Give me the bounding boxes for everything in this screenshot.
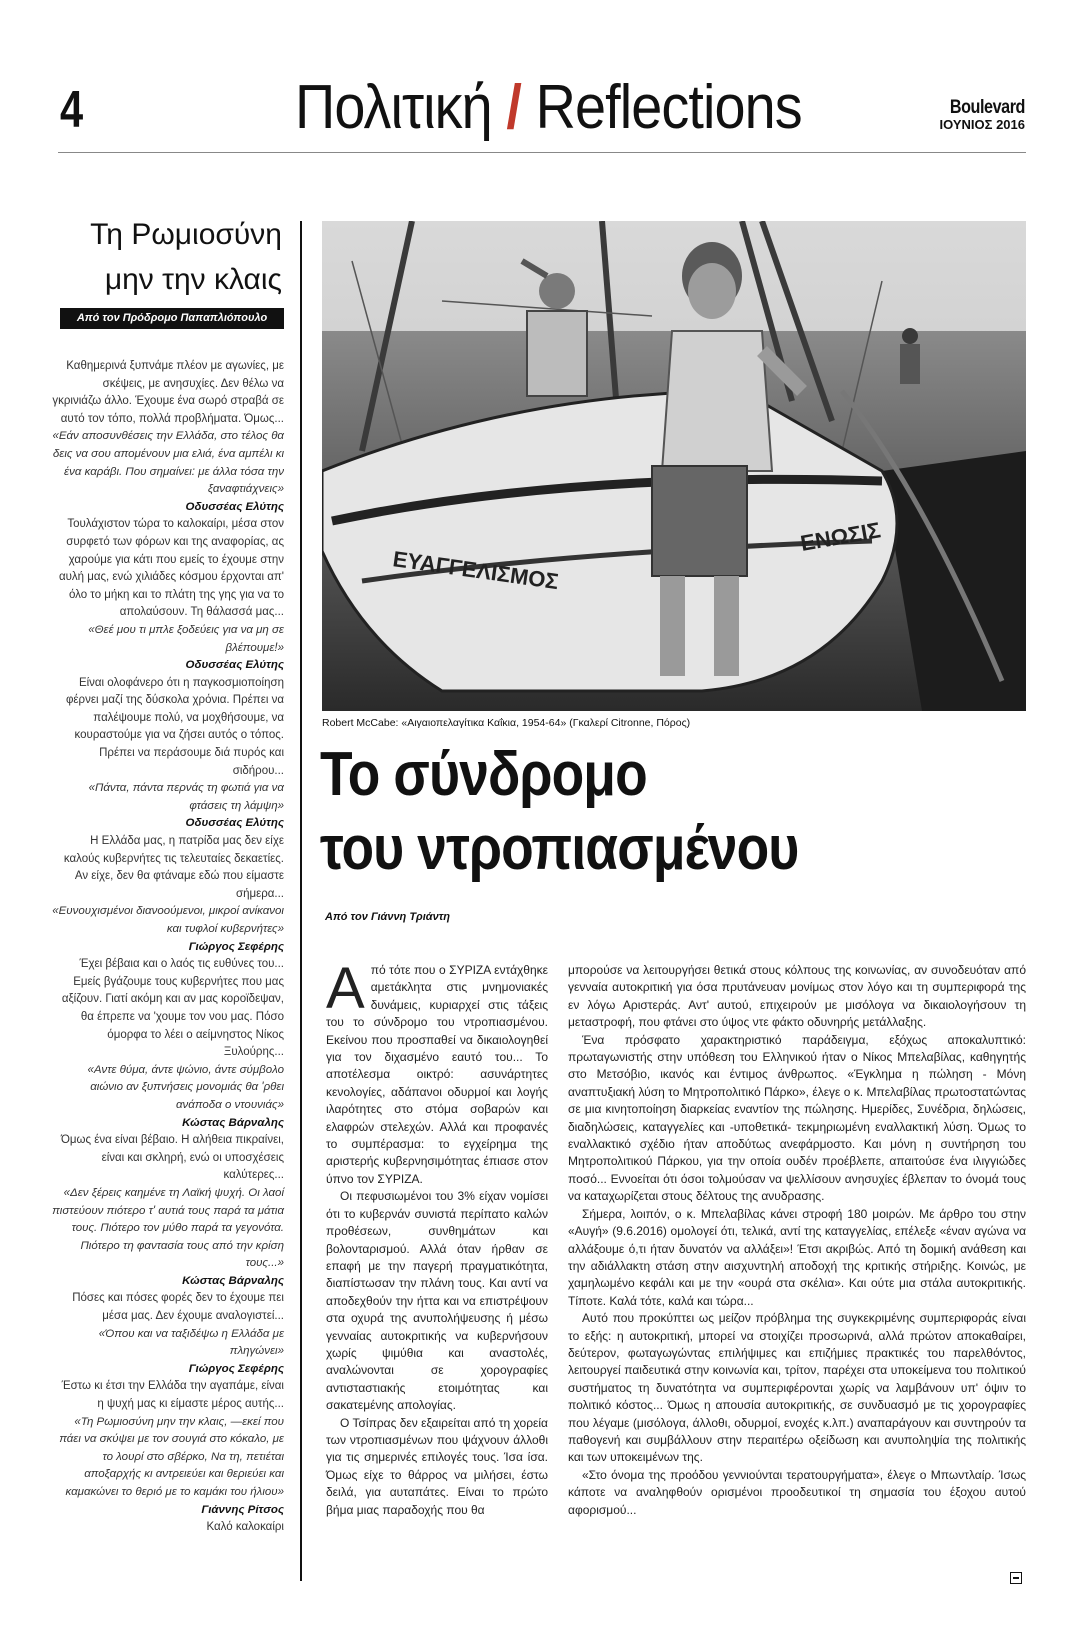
quote: «Πάντα, πάντα περνάς τη φωτιά για να φτάσεις τη λάμψη» [88,782,284,812]
quote: «Θεέ μου τι μπλε ξοδεύεις για να μη σε βλέπουμε!» [88,623,284,654]
section-title-english: Reflections [535,73,802,142]
boat-lettering-left: ΕΥΑΓΓΕΛΙΣΜΟΣ [391,546,561,595]
boat-photo [322,221,1026,711]
quote: «Ευνουχισμένοι διανοούμενοι, μικροί ανίκανοι και τυφλοί κυβερνήτες» [52,905,284,935]
quote-author: Γιώργος Σεφέρης [188,1362,284,1375]
article-column-2 [568,962,1026,1519]
article-paragraph: Σήμερα, λοιπόν, ο κ. Μπελαβίλας κάνει στροφή 180 μοιρών. Με άρθρο του στην «Αυγή» (9.6.2016) ομολογεί ότι, τελικά, αντί της καταγγελίας, επέλεξε «έναν αγώνα να αλλάξουμε ό,τι ήταν δυνατόν να αλλάξει»! Έτσι ακριβώς. Από τη δομική ανάθεση και την αδιάλλακτη στάση στην αισχυντηλή αποδοχή της κριτικής στήριξης. Κοινώς, με χαμηλωμένο κεφάλι και με την «ουρά στα σκέλια». Και ούτε μια στάλα αυτοκριτικής. Τίποτε. Καλά τότε, καλά και τώρα... [568,1206,1026,1308]
column-divider [300,221,302,1581]
article-byline: Από τον Γιάννη Τριάντη [325,911,450,923]
headline-line1: Το σύνδρομο [320,740,647,809]
section-title-slash: / [506,73,521,142]
end-of-article-icon [1010,1572,1022,1584]
column-paragraph: Είναι ολοφάνερο ότι η παγκοσμιοποίηση φέρνει μαζί της δύσκολα χρόνια. Πρέπει να παλέψουμε πολύ, να μοχθήσουμε, να κουραστούμε για να ζήσει αυτός ο τόπος. Πρέπει να περάσουμε διά πυρός και σιδήρου... [65,676,284,777]
article-paragraph: Οι πεφυσιωμένοι του 3% είχαν νομίσει ότι το κυβερνάν συνιστά περίπατο καλών προθέσεων, συνθημάτων και βολονταρισμού. Αλλά όταν ήρθαν σε επαφή με την παγερή πραγματικότητα, διαπίστωσαν την πλάνη τους. Και αντί να αποδεχθούν την ήττα και να επιστρέψουν στα οχυρά της ανυπολήψευσης ή μέσω γενναίας αυτοκριτικής να κυβερνήσουν χωρίς ψιμύθια και αναστολές, αναλώνονται σε χορογραφίες αντισταστιακής ετοιμότητας και σακατεμένης απολογίας. [326,1189,548,1413]
headline-line2: του ντροπιασμένου [320,814,799,883]
article-paragraph: μπορούσε να λειτουργήσει θετικά στους κόλπους της κοινωνίας, αν συνοδευόταν από γενναία αυτοκριτική για όσα πρυτάνευαν μονίμως στον λόγο και τη συμπεριφορά της εν λόγω Αριστεράς. Αντ' αυτού, επιχειρούν με μισόλογα να δικαιολογήσουν τη μεταστροφή, που φτάνει στο ύψος ντε φάκτο οδυνηρής μετάλλαξης. [568,963,1026,1030]
column-paragraph: Καθημερινά ξυπνάμε πλέον με αγωνίες, με σκέψεις, με ανησυχίες. Δεν θέλω να γκρινιάζω άλλο. Έχουμε ένα σωρό στραβά σε αυτό τον τόπο, πολλά προβλήματα. Όμως... [52,360,284,425]
section-title-greek: Πολιτική [295,73,492,142]
issue-date: ΙΟΥΝΙΟΣ 2016 [939,117,1025,132]
article-headline [320,738,922,886]
quote: «Αντε θύμα, άντε ψώνιο, άντε σύμβολο αιώνιο αν ξυπνήσεις μονομιάς θα 'ρθει ανάποδα ο ντουνιάς» [87,1063,284,1111]
column-title-line1: Τη Ρωμιοσύνη [90,218,282,251]
quote-author: Γιάννης Ρίτσος [201,1503,284,1516]
quote: «Εάν αποσυνθέσεις την Ελλάδα, στο τέλος θα δεις να σου απομένουν μια ελιά, ένα αμπέλι κι ένα καράβι. Που σημαίνει: με άλλα τόσα την ξαναφτιάχνεις» [52,430,284,496]
quote-author: Οδυσσέας Ελύτης [185,659,284,672]
distant-figure [900,328,920,384]
column-body [52,358,284,1537]
article-paragraph: «Στο όνομα της προόδου γεννιούνται τερατουργήματα», έλεγε ο Μπωντλαίρ. Ίσως κάποτε να αναληφθούν ορισμένοι προοδευτικοί τη σημασία του έξοχου αυτού αφορισμού... [568,1467,1026,1517]
page-number: 4 [60,81,84,139]
quote-author: Οδυσσέας Ελύτης [185,500,284,513]
photo-caption: Robert McCabe: «Αιγαιοπελαγίτικα Καΐκια, 1954-64» (Γκαλερί Citronne, Πόρος) [322,717,691,729]
column-paragraph: Πόσες και πόσες φορές δεν το έχουμε πει μέσα μας. Δεν έχουμε αναλογιστεί... [72,1292,284,1323]
column-paragraph: Έστω κι έτσι την Ελλάδα την αγαπάμε, είναι η ψυχή μας κι είμαστε μέρος αυτής... [61,1380,284,1411]
column-paragraph: Η Ελλάδα μας, η πατρίδα μας δεν είχε καλούς κυβερνήτες τις τελευταίες δεκαετίες. Αν είχε, δεν θα φτάναμε εδώ που είμαστε σήμερα... [63,835,284,900]
publication-masthead [935,97,1025,132]
header-divider [58,152,1026,153]
drop-cap: Α [326,956,365,1021]
quote: «Δεν ξέρεις καημένε τη Λαϊκή ψυχή. Οι λαοί πιστεύουν πιότερο τ' αυτιά τους παρά τα μάτια τους. Πιότερο τον μύθο παρά τα γεγονότα. Πιότερο τη φαντασία τους από την κρίση τους...» [52,1186,284,1270]
article-paragraph: Ο Τσίπρας δεν εξαιρείται από τη χορεία των ντροπιασμένων που ψάχνουν άλλοθι για τις σημερινές επιλογές τους. Ίσα ίσα. Όμως είχε το θάρρος να μιλήσει, έστω δειλά, για αυταπάτες. Είναι το πρώτο βήμα μιας παραδοχής που θα [326,1415,548,1517]
brand-name: Boulevard [949,97,1025,118]
article-paragraph: Αυτό που προκύπτει ως μείζον πρόβλημα της συγκεκριμένης συμπεριφοράς είναι το εξής: η αυτοκριτική, μπορεί να στοιχίζει προσωρινά, αλλά πρώτον αποκαθαίρει, δεύτερον, φωταγωγώντας επιλήψιμες και επιζήμιες πρακτικές του παρελθόντος, λειτουργεί παιδευτικά στην κοινωνία και, τρίτον, παρέχει στα υποκείμενα του πολιτικού συστήματος τη δυνατότητα να συμπεριφέρονται χωρίς να λαμβάνουν υπ' όψιν το πολιτικό κόστος... Όμως η απουσία αυτοκριτικής, σε συνδυασμό με τις χορογραφίες που λέγαμε (μισόλογα, άλλοθι, οδυρμοί, ενοχές κ.λπ.) αναπαράγουν και συντηρούν τα παθογενή και συμβάλλουν στην περαιτέρω οξείδωση και ανυποληψία της πολιτικής και των υποκειμένων της. [568,1311,1026,1465]
section-title [295,72,802,143]
column-title [60,212,282,302]
boat-lettering-right: ΕΝΩΣΙΣ [798,517,883,556]
column-paragraph: Όμως ένα είναι βέβαιο. Η αλήθεια πικραίνει, είναι και σκληρή, ενώ οι υποσχέσεις καλύτερες... [61,1134,284,1182]
column-paragraph: Έχει βέβαια και ο λαός τις ευθύνες του... Εμείς βγάζουμε τους κυβερνήτες που μας αξίζουν. Γιατί ακόμη και αν μας κοροϊδεψαν, θα έπρεπε να 'χουμε τον νου μας. Πόσο όμορφα το λέει ο αείμνηστος Νίκος Ξυλούρης... [61,958,284,1059]
quote-author: Κώστας Βάρναλης [182,1274,284,1287]
column-byline: Από τον Πρόδρομο Παπαπλιόπουλο [60,308,284,329]
column-paragraph: Τουλάχιστον τώρα το καλοκαίρι, μέσα στον συρφετό των φόρων και της αναφορίας, ας χαρούμε για κάτι που εμείς το έχουμε στην αυλή μας, ενώ χιλιάδες κόσμου έρχονται απ' όλο το μήκη και το πλάτη της γης για να το απολαύσουν. Τη θάλασσά μας... [58,518,284,619]
article-paragraph: Ένα πρόσφατο χαρακτηριστικό παράδειγμα, εξόχως αποκαλυπτικό: πρωταγωνιστής στην υπόθεση του Ελληνικού ήταν ο Νίκος Μπελαβίλας, καθηγητής στο Μετσόβιο, ικανός και έντιμος άνθρωπος. «Έγκλημα η πώληση - Μόνη αναπτυξιακή λύση το Μητροπολιτικό Πάρκο», έλεγε ο κ. Μπελαβίλας πρωτοστατώντας σε μια κινητοποίηση διαρκείας εναντίον της πώλησης. Ημερίδες, Συνέδρια, δηλώσεις, διαδηλώσεις, καταγγελίες και -υποθετικά- τεκμηριωμένη εναλλακτική λύση. Όμως το εναλλακτικό σχέδιο ήταν αποδύτως ανεφάρμοστο. Και μόνη η συντήρηση του Μητροπολιτικού Πάρκου, για την οποία ουδέν προέβλεπε, απαιτούσε ένα ιλιγγιώδες ποσό... Εννοείται ότι όσοι τολμούσαν να ψελλίσουν ανησυχίες έβλεπαν το όνομά τους να καταχωρίζεται στους δέλτους της ανυδρασης. [568,1032,1026,1204]
column-title-line2: μην την κλαις [104,263,282,296]
quote-author: Οδυσσέας Ελύτης [185,817,284,830]
column-paragraph: Καλό καλοκαίρι [206,1521,284,1534]
article-paragraph-text: πό τότε που ο ΣΥΡΙΖΑ εντάχθηκε αμετάκλητα στις μνημονιακές δυνάμεις, κυριαρχεί στις τάξεις του το σύνδρομο του ντροπιασμένου. Εκείνου που προσπαθεί να δικαιολογηθεί για τον διχασμένο εαυτό του... Το αποτέλεσμα οικτρό: ασυνάρτητες κενολογίες, αδάπανοι οδυρμοί και λογής ιλαρότητες στο στόμα σοβαρών και ελαφρών στελεχών. Αλλά και προφανές το συμπέρασμα: το εγχείρημα της αριστερής κυβερνησιμότητας έπιασε στον ύπνο τον ΣΥΡΙΖΑ. [326,963,548,1186]
quote-author: Κώστας Βάρναλης [182,1116,284,1129]
quote: «Τη Ρωμιοσύνη μην την κλαις, —εκεί που πάει να σκύψει με τον σουγιά στο κόκαλο, με το λουρί στο σβέρκο, Να τη, πετιέται αποξαρχής κι αντρειεύει και θεριεύει και καμακώνει το θεριό με το καμάκι του ήλιου» [59,1415,284,1498]
article-column-1 [326,956,548,1519]
quote-author: Γιώργος Σεφέρης [188,940,284,953]
quote: «Όπου και να ταξιδέψω η Ελλάδα με πληγώνει» [98,1327,284,1358]
article-paragraph [326,956,548,1188]
